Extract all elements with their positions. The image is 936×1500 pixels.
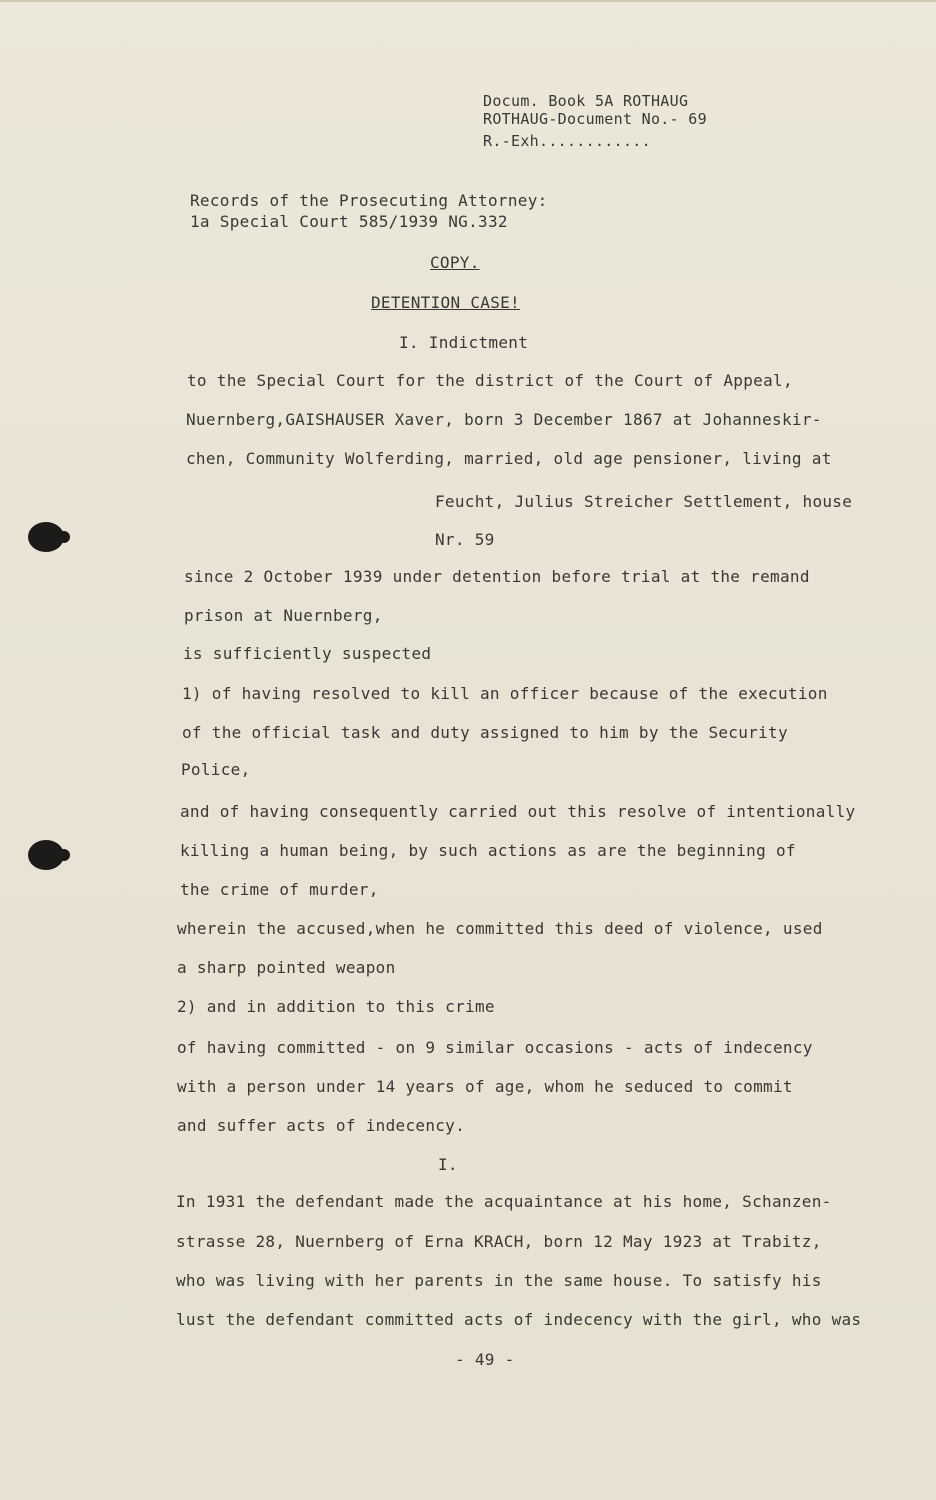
title-detention-case: DETENTION CASE! [371,293,520,312]
section-heading: I. [438,1155,458,1174]
punch-hole-bottom [28,840,64,870]
body-line: is sufficiently suspected [183,644,432,663]
body-line: prison at Nuernberg, [184,606,383,625]
body-line: with a person under 14 years of age, whom he seduced to commit [177,1077,793,1096]
body-line: Nuernberg,GAISHAUSER Xaver, born 3 December 1867 at Johanneskir- [186,410,822,429]
records-line-1: Records of the Prosecuting Attorney: [190,191,548,210]
body-line: and of having consequently carried out this resolve of intentionally [180,802,856,821]
header-document-line: ROTHAUG-Document No.- 69 [483,110,707,128]
body-line: Feucht, Julius Streicher Settlement, house [435,492,853,511]
body-line: a sharp pointed weapon [177,958,396,977]
body-line: and suffer acts of indecency. [177,1116,466,1135]
body-line: the crime of murder, [180,880,379,899]
body-line: Police, [181,760,251,779]
body-line: wherein the accused,when he committed this deed of violence, used [177,919,823,938]
body-line: to the Special Court for the district of the Court of Appeal, [187,371,793,390]
page-number: - 49 - [455,1350,515,1369]
header-exhibit-line: R.-Exh............ [483,132,651,150]
body-line: 1) of having resolved to kill an officer because of the execution [182,684,828,703]
body-line: of having committed - on 9 similar occasions - acts of indecency [177,1038,813,1057]
body-line: killing a human being, by such actions as are the beginning of [180,841,796,860]
body-line: In 1931 the defendant made the acquaintance at his home, Schanzen- [176,1192,832,1211]
body-line: lust the defendant committed acts of indecency with the girl, who was [176,1310,862,1329]
body-line: who was living with her parents in the same house. To satisfy his [176,1271,822,1290]
body-line: since 2 October 1939 under detention before trial at the remand [184,567,810,586]
body-line: Nr. 59 [435,530,495,549]
punch-hole-top [28,522,64,552]
body-line: chen, Community Wolferding, married, old age pensioner, living at [186,449,832,468]
header-book-line: Docum. Book 5A ROTHAUG [483,92,689,110]
title-copy: COPY. [430,253,480,272]
top-edge-line [0,0,936,2]
records-line-2: 1a Special Court 585/1939 NG.332 [190,212,508,231]
title-indictment: I. Indictment [399,333,529,352]
body-line: of the official task and duty assigned to him by the Security [182,723,788,742]
body-line: strasse 28, Nuernberg of Erna KRACH, born 12 May 1923 at Trabitz, [176,1232,822,1251]
body-line: 2) and in addition to this crime [177,997,495,1016]
